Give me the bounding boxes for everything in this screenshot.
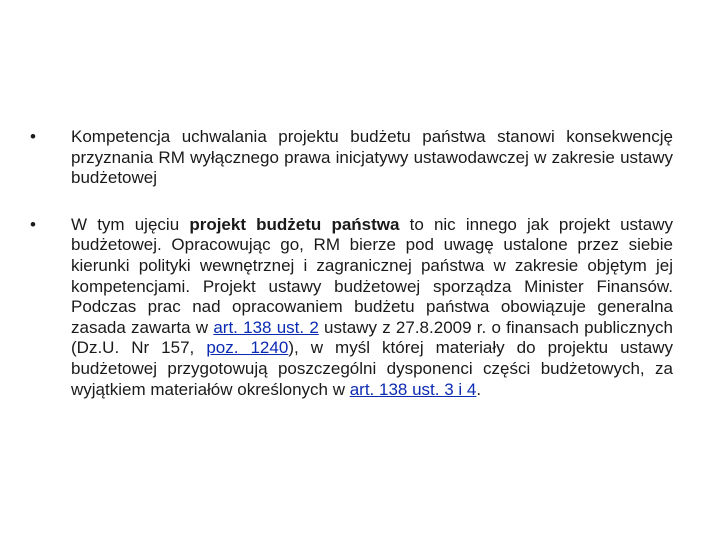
bullet-text-part: W tym ujęciu (71, 214, 190, 234)
bullet-text-part: . (476, 379, 482, 399)
bullet-text-part: to nic innego jak projekt ustawy budżetowej. Opracowując go, RM bierze pod uwagę ustalone przez siebie kierunki polityki wewnętrznej i zagranicznej państwa w zakresie objętym jej kompetencjami. Projekt ustawy budżetowej sporządza Minister Finansów. Podczas prac nad opracowaniem budżetu państwa obowiązuje generalna zasada zawarta w (71, 214, 673, 337)
bullet-marker: • (30, 127, 36, 146)
bullet-list (30, 127, 673, 400)
law-link-art-138-ust-2[interactable]: art. 138 ust. 2 (213, 317, 319, 337)
bold-term: projekt budżetu państwa (189, 214, 400, 234)
bullet-text-part: ustawy z 27.8.2009 r. o finansach publicznych (Dz.U. Nr 157, (71, 317, 673, 358)
bullet-marker: • (30, 214, 36, 234)
law-link-art-138-ust-3-4[interactable]: art. 138 ust. 3 i 4 (349, 379, 477, 399)
law-link-poz-1240[interactable]: poz. 1240 (206, 338, 289, 358)
bullet-item-budget-project (30, 215, 673, 400)
bullet-item-competence (30, 127, 673, 189)
bullet-text: Kompetencja uchwalania projektu budżetu państwa stanowi konsekwencję przyznania RM wyłącznego prawa inicjatywy ustawodawczej w zakresie ustawy budżetowej (71, 127, 673, 188)
bullet-text-part: ), w myśl której materiały do projektu ustawy budżetowej przygotowują poszczególni dysponenci części budżetowych, za wyjątkiem materiałów określonych w (71, 338, 674, 399)
